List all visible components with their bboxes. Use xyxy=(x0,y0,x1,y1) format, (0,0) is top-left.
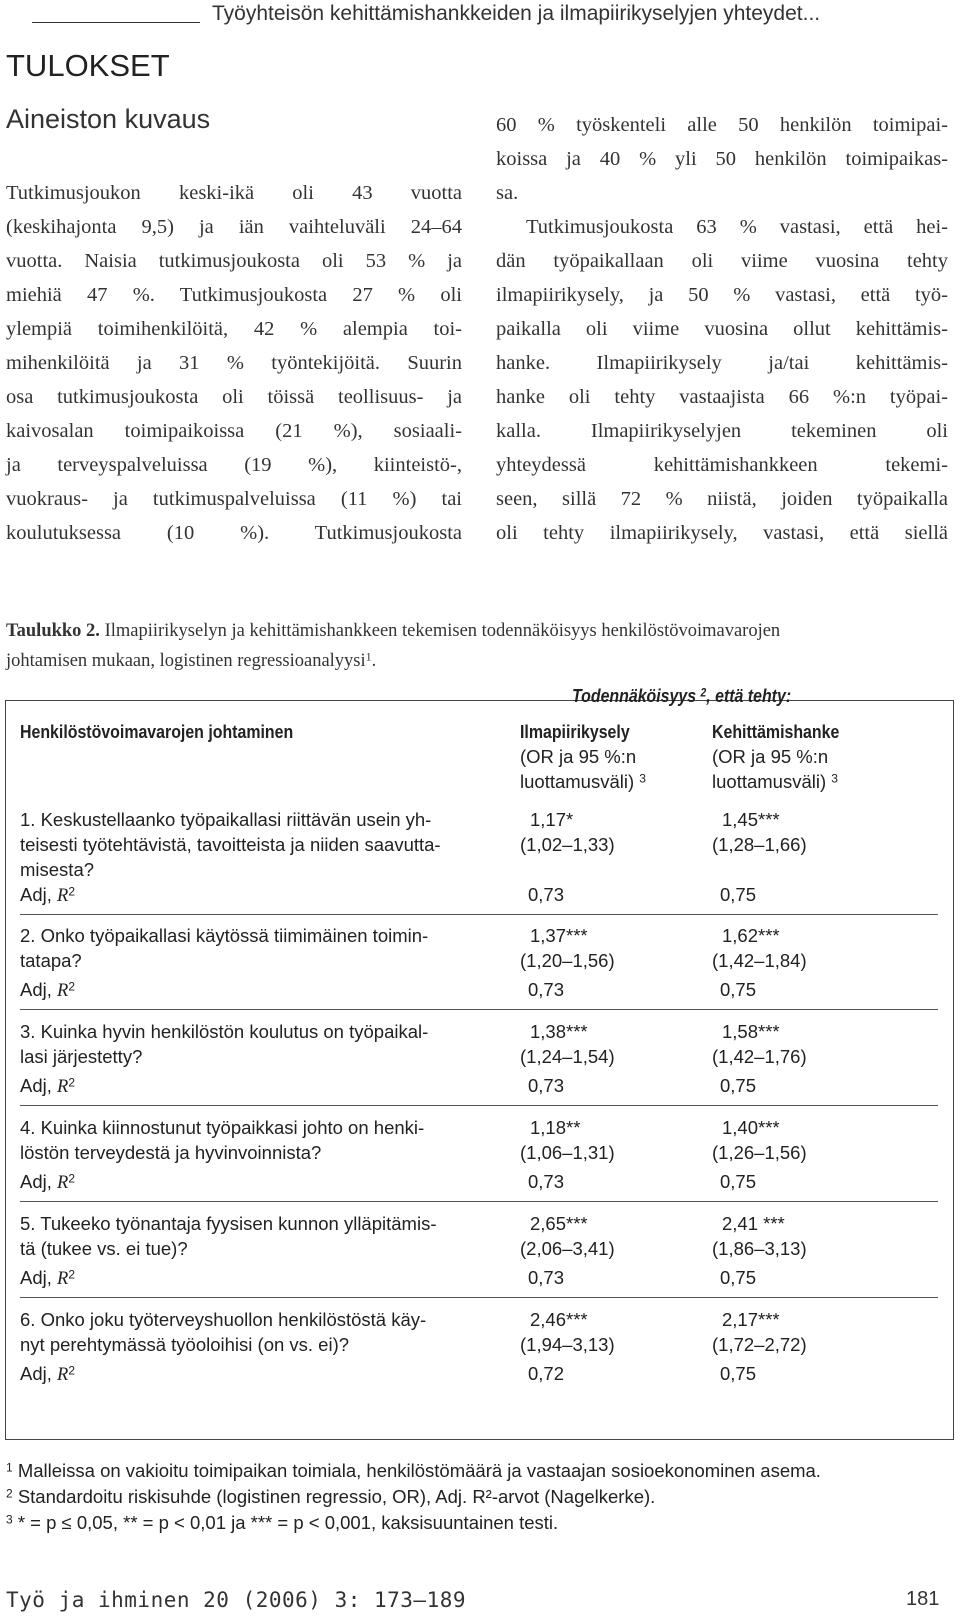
body-line: koissa ja 40 % yli 50 henkilön toimipaikas- xyxy=(496,148,948,170)
or-kehittamishanke: 1,62*** xyxy=(722,925,780,946)
adj-r-symbol: R xyxy=(57,1077,69,1097)
or-ilmapiirikysely: 1,38*** xyxy=(530,1021,588,1042)
body-line: hanke oli tehty vastaajista 66 %:n työpai- xyxy=(496,386,948,408)
footnote xyxy=(6,1510,821,1536)
question-line: 3. Kuinka hyvin henkilöstön koulutus on työpaikal- xyxy=(20,1021,429,1042)
or-kehittamishanke: 1,40*** xyxy=(722,1117,780,1138)
footnote-mark: 3 xyxy=(6,1512,13,1527)
question-line: 1. Keskustellaanko työpaikallasi riittävän usein yh- xyxy=(20,809,432,830)
adj-r2-ilmapiirikysely: 0,73 xyxy=(528,1075,565,1096)
row-separator xyxy=(20,1105,938,1106)
adj-r2-label xyxy=(20,977,75,1004)
body-line: ja terveyspalveluissa (19 %), kiinteistö-, xyxy=(6,454,462,476)
footnote-text: * = p ≤ 0,05, ** = p < 0,01 ja *** = p < 0,001, kaksisuuntainen testi. xyxy=(12,1512,559,1533)
adj-r-sup: 2 xyxy=(68,1075,76,1090)
body-line: 60 % työskenteli alle 50 henkilön toimipai- xyxy=(496,114,948,136)
col2-sub-line1: (OR ja 95 %:n xyxy=(712,746,829,767)
footnote xyxy=(6,1458,821,1484)
table-footnotes xyxy=(6,1458,821,1536)
question-line: 2. Onko työpaikallasi käytössä tiimimäinen toimin- xyxy=(20,925,429,946)
adj-r2-kehittamishanke: 0,75 xyxy=(720,1267,757,1288)
col1-sub-line1: (OR ja 95 %:n xyxy=(520,746,637,767)
question-text xyxy=(20,1307,490,1357)
footnote-text: Malleissa on vakioitu toimipaikan toimiala, henkilöstömäärä ja vastaajan sosioekonominen asema. xyxy=(12,1460,821,1481)
adj-r2-ilmapiirikysely: 0,73 xyxy=(528,1267,565,1288)
body-line: vuotta. Naisia tutkimusjoukosta oli 53 % ja xyxy=(6,250,462,272)
adj-r2-ilmapiirikysely: 0,73 xyxy=(528,1171,565,1192)
body-line: yhteydessä kehittämishankkeen tekemi- xyxy=(496,454,948,476)
col2-subheader xyxy=(712,744,838,794)
body-line: Tutkimusjoukosta 63 % vastasi, että hei- xyxy=(526,216,948,238)
footnote-mark: 1 xyxy=(6,1460,13,1475)
adj-label-text: Adj, xyxy=(20,1075,52,1096)
body-line: ylempiä toimihenkilöitä, 42 % alempia toi- xyxy=(6,318,462,340)
adj-label-text: Adj, xyxy=(20,1363,52,1384)
ci-ilmapiirikysely: (1,06–1,31) xyxy=(520,1142,615,1163)
question-line: lasi järjestetty? xyxy=(20,1046,143,1067)
adj-r-symbol: R xyxy=(57,981,69,1001)
adj-r2-label xyxy=(20,882,75,909)
body-line: dän työpaikallaan oli viime vuosina tehty xyxy=(496,250,948,272)
super-header-end: , että tehty: xyxy=(706,685,792,706)
table-caption xyxy=(6,616,946,676)
adj-r2-kehittamishanke: 0,75 xyxy=(720,1171,757,1192)
adj-r2-kehittamishanke: 0,75 xyxy=(720,1075,757,1096)
body-line: ilmapiirikysely, ja 50 % vastasi, että työ- xyxy=(496,284,948,306)
adj-r2-ilmapiirikysely: 0,73 xyxy=(528,979,565,1000)
body-line: koulutuksessa (10 %). Tutkimusjoukosta xyxy=(6,522,462,544)
ci-ilmapiirikysely: (1,24–1,54) xyxy=(520,1046,615,1067)
or-kehittamishanke: 2,17*** xyxy=(722,1309,780,1330)
adj-label-text: Adj, xyxy=(20,884,52,905)
ci-kehittamishanke: (1,72–2,72) xyxy=(712,1334,807,1355)
running-header: Työyhteisön kehittämishankkeiden ja ilmapiirikyselyjen yhteydet... xyxy=(212,2,821,25)
row-separator xyxy=(20,914,938,915)
body-line: mihenkilöitä ja 31 % työntekijöitä. Suurin xyxy=(6,352,462,374)
adj-r-symbol: R xyxy=(57,886,69,906)
body-column-left xyxy=(6,176,462,550)
adj-r-sup: 2 xyxy=(68,884,76,899)
caption-period: . xyxy=(371,651,377,671)
or-ilmapiirikysely: 2,65*** xyxy=(530,1213,588,1234)
section-title: TULOKSET xyxy=(6,48,170,83)
col-header-ilmapiirikysely: Ilmapiirikysely xyxy=(520,721,630,742)
or-kehittamishanke: 2,41 *** xyxy=(722,1213,785,1234)
row-separator xyxy=(20,1297,938,1298)
or-ilmapiirikysely: 1,17* xyxy=(530,809,574,830)
or-ilmapiirikysely: 2,46*** xyxy=(530,1309,588,1330)
adj-r2-kehittamishanke: 0,75 xyxy=(720,1363,757,1384)
body-line: vuokraus- ja tutkimuspalveluissa (11 %) tai xyxy=(6,488,462,510)
page-number: 181 xyxy=(906,1588,940,1610)
caption-label: Taulukko 2. xyxy=(6,621,100,641)
adj-r2-kehittamishanke: 0,75 xyxy=(720,884,757,905)
body-line: seen, sillä 72 % niistä, joiden työpaikalla xyxy=(496,488,948,510)
ci-ilmapiirikysely: (1,02–1,33) xyxy=(520,834,615,855)
question-text xyxy=(20,923,490,973)
super-header-sup: 2 xyxy=(700,685,707,700)
or-kehittamishanke: 1,45*** xyxy=(722,809,780,830)
footnote-mark: 2 xyxy=(6,1486,13,1501)
question-line: misesta? xyxy=(20,859,95,880)
col2-sub-sup: 3 xyxy=(831,771,838,786)
adj-r-symbol: R xyxy=(57,1365,69,1385)
adj-label-text: Adj, xyxy=(20,1267,52,1288)
footnote-text: Standardoitu riskisuhde (logistinen regressio, OR), Adj. R²-arvot (Nagelkerke). xyxy=(12,1486,656,1507)
question-line: nyt perehtymässä työoloihisi (on vs. ei)? xyxy=(20,1334,350,1355)
caption-text-line2: johtamisen mukaan, logistinen regressioanalyysi xyxy=(6,651,366,671)
adj-r2-label xyxy=(20,1169,75,1196)
ci-kehittamishanke: (1,28–1,66) xyxy=(712,834,807,855)
adj-label-text: Adj, xyxy=(20,979,52,1000)
or-ilmapiirikysely: 1,18** xyxy=(530,1117,581,1138)
adj-r-sup: 2 xyxy=(68,979,76,994)
adj-r-symbol: R xyxy=(57,1173,69,1193)
ci-ilmapiirikysely: (1,20–1,56) xyxy=(520,950,615,971)
body-line: paikalla oli viime vuosina ollut kehittämis- xyxy=(496,318,948,340)
body-line: kaivosalan toimipaikoissa (21 %), sosiaali- xyxy=(6,420,462,442)
header-rule xyxy=(32,22,200,23)
col1-subheader xyxy=(520,744,646,794)
question-text xyxy=(20,1019,490,1069)
question-text xyxy=(20,1115,490,1165)
question-line: tä (tukee vs. ei tue)? xyxy=(20,1238,188,1259)
ci-kehittamishanke: (1,42–1,84) xyxy=(712,950,807,971)
body-line: Tutkimusjoukon keski-ikä oli 43 vuotta xyxy=(6,182,462,204)
adj-r2-kehittamishanke: 0,75 xyxy=(720,979,757,1000)
adj-r-sup: 2 xyxy=(68,1363,76,1378)
subsection-title: Aineiston kuvaus xyxy=(6,104,211,134)
or-kehittamishanke: 1,58*** xyxy=(722,1021,780,1042)
row-separator xyxy=(20,1009,938,1010)
adj-r-sup: 2 xyxy=(68,1267,76,1282)
body-line: sa. xyxy=(496,182,519,204)
adj-r-symbol: R xyxy=(57,1269,69,1289)
adj-r2-ilmapiirikysely: 0,73 xyxy=(528,884,565,905)
ci-ilmapiirikysely: (1,94–3,13) xyxy=(520,1334,615,1355)
adj-r-sup: 2 xyxy=(68,1171,76,1186)
results-table xyxy=(5,685,954,1440)
body-line: kalla. Ilmapiirikyselyjen tekeminen oli xyxy=(496,420,948,442)
row-header: Henkilöstövoimavarojen johtaminen xyxy=(20,721,294,742)
ci-kehittamishanke: (1,26–1,56) xyxy=(712,1142,807,1163)
footnote xyxy=(6,1484,821,1510)
body-line: miehiä 47 %. Tutkimusjoukosta 27 % oli xyxy=(6,284,462,306)
body-line: oli tehty ilmapiirikysely, vastasi, että siellä xyxy=(496,522,948,544)
adj-label-text: Adj, xyxy=(20,1171,52,1192)
adj-r2-label xyxy=(20,1073,75,1100)
body-line: (keskihajonta 9,5) ja iän vaihteluväli 24–64 xyxy=(6,216,462,238)
table-super-header xyxy=(572,683,791,708)
question-text xyxy=(20,1211,490,1261)
adj-r2-ilmapiirikysely: 0,72 xyxy=(528,1363,565,1384)
ci-ilmapiirikysely: (2,06–3,41) xyxy=(520,1238,615,1259)
question-line: tatapa? xyxy=(20,950,82,971)
question-line: löstön terveydestä ja hyvinvoinnista? xyxy=(20,1142,322,1163)
question-line: teisesti työtehtävistä, tavoitteista ja niiden saavutta- xyxy=(20,834,441,855)
col1-sub-line2: luottamusväli) xyxy=(520,771,635,792)
super-header-text: Todennäköisyys xyxy=(572,685,697,706)
adj-r2-label xyxy=(20,1265,75,1292)
footer-journal-citation: Työ ja ihminen 20 (2006) 3: 173—189 xyxy=(6,1588,467,1612)
body-column-right xyxy=(496,108,948,550)
ci-kehittamishanke: (1,42–1,76) xyxy=(712,1046,807,1067)
ci-kehittamishanke: (1,86–3,13) xyxy=(712,1238,807,1259)
col-header-kehittamishanke: Kehittämishanke xyxy=(712,721,840,742)
or-ilmapiirikysely: 1,37*** xyxy=(530,925,588,946)
body-line: hanke. Ilmapiirikysely ja/tai kehittämis- xyxy=(496,352,948,374)
question-line: 6. Onko joku työterveyshuollon henkilöstöstä käy- xyxy=(20,1309,427,1330)
question-line: 5. Tukeeko työnantaja fyysisen kunnon ylläpitämis- xyxy=(20,1213,437,1234)
question-line: 4. Kuinka kiinnostunut työpaikkasi johto on henki- xyxy=(20,1117,425,1138)
adj-r2-label xyxy=(20,1361,75,1388)
body-line: osa tutkimusjoukosta oli töissä teollisuus- ja xyxy=(6,386,462,408)
question-text xyxy=(20,807,490,882)
col2-sub-line2: luottamusväli) xyxy=(712,771,827,792)
col1-sub-sup: 3 xyxy=(639,771,646,786)
caption-text-line1: Ilmapiirikyselyn ja kehittämishankkeen tekemisen todennäköisyys henkilöstövoimavarojen xyxy=(104,621,781,641)
caption-footnote-mark: 1 xyxy=(365,649,372,664)
row-separator xyxy=(20,1201,938,1202)
